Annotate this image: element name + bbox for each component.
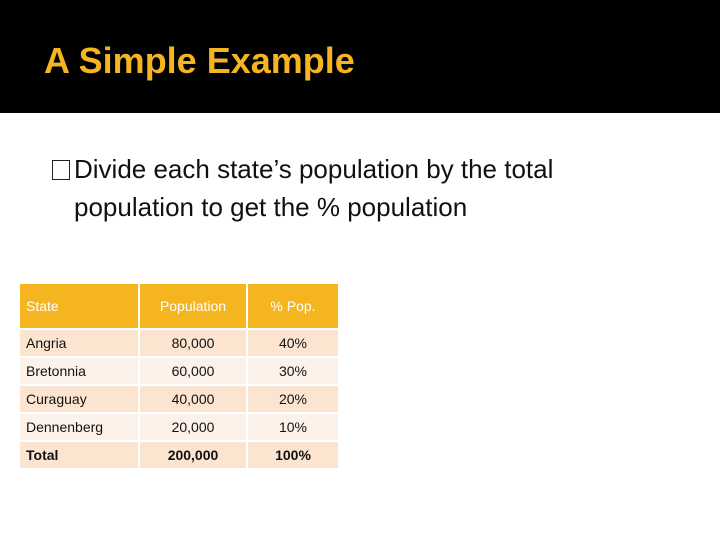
cell-population: 20,000 bbox=[140, 414, 246, 440]
cell-state: Curaguay bbox=[20, 386, 138, 412]
bullet-marker-icon bbox=[52, 160, 70, 180]
cell-total-label: Total bbox=[20, 442, 138, 468]
table-row bbox=[20, 330, 338, 356]
table-total-row bbox=[20, 442, 338, 468]
table-row bbox=[20, 414, 338, 440]
bullet-text bbox=[52, 150, 672, 226]
cell-population: 80,000 bbox=[140, 330, 246, 356]
table-row bbox=[20, 386, 338, 412]
population-table bbox=[18, 282, 340, 470]
table-row bbox=[20, 358, 338, 384]
cell-percent: 20% bbox=[248, 386, 338, 412]
header-population: Population bbox=[140, 284, 246, 328]
header-percent: % Pop. bbox=[248, 284, 338, 328]
cell-percent: 10% bbox=[248, 414, 338, 440]
title-bar bbox=[0, 0, 720, 113]
bullet-line-1: Divide each state’s population by the total bbox=[74, 154, 554, 184]
cell-population: 40,000 bbox=[140, 386, 246, 412]
table-header-row bbox=[20, 284, 338, 328]
cell-total-population: 200,000 bbox=[140, 442, 246, 468]
cell-percent: 40% bbox=[248, 330, 338, 356]
header-state: State bbox=[20, 284, 138, 328]
bullet-line-2: population to get the % population bbox=[74, 192, 468, 222]
cell-state: Bretonnia bbox=[20, 358, 138, 384]
cell-state: Dennenberg bbox=[20, 414, 138, 440]
cell-percent: 30% bbox=[248, 358, 338, 384]
cell-state: Angria bbox=[20, 330, 138, 356]
slide-title: A Simple Example bbox=[44, 40, 355, 81]
cell-total-percent: 100% bbox=[248, 442, 338, 468]
cell-population: 60,000 bbox=[140, 358, 246, 384]
